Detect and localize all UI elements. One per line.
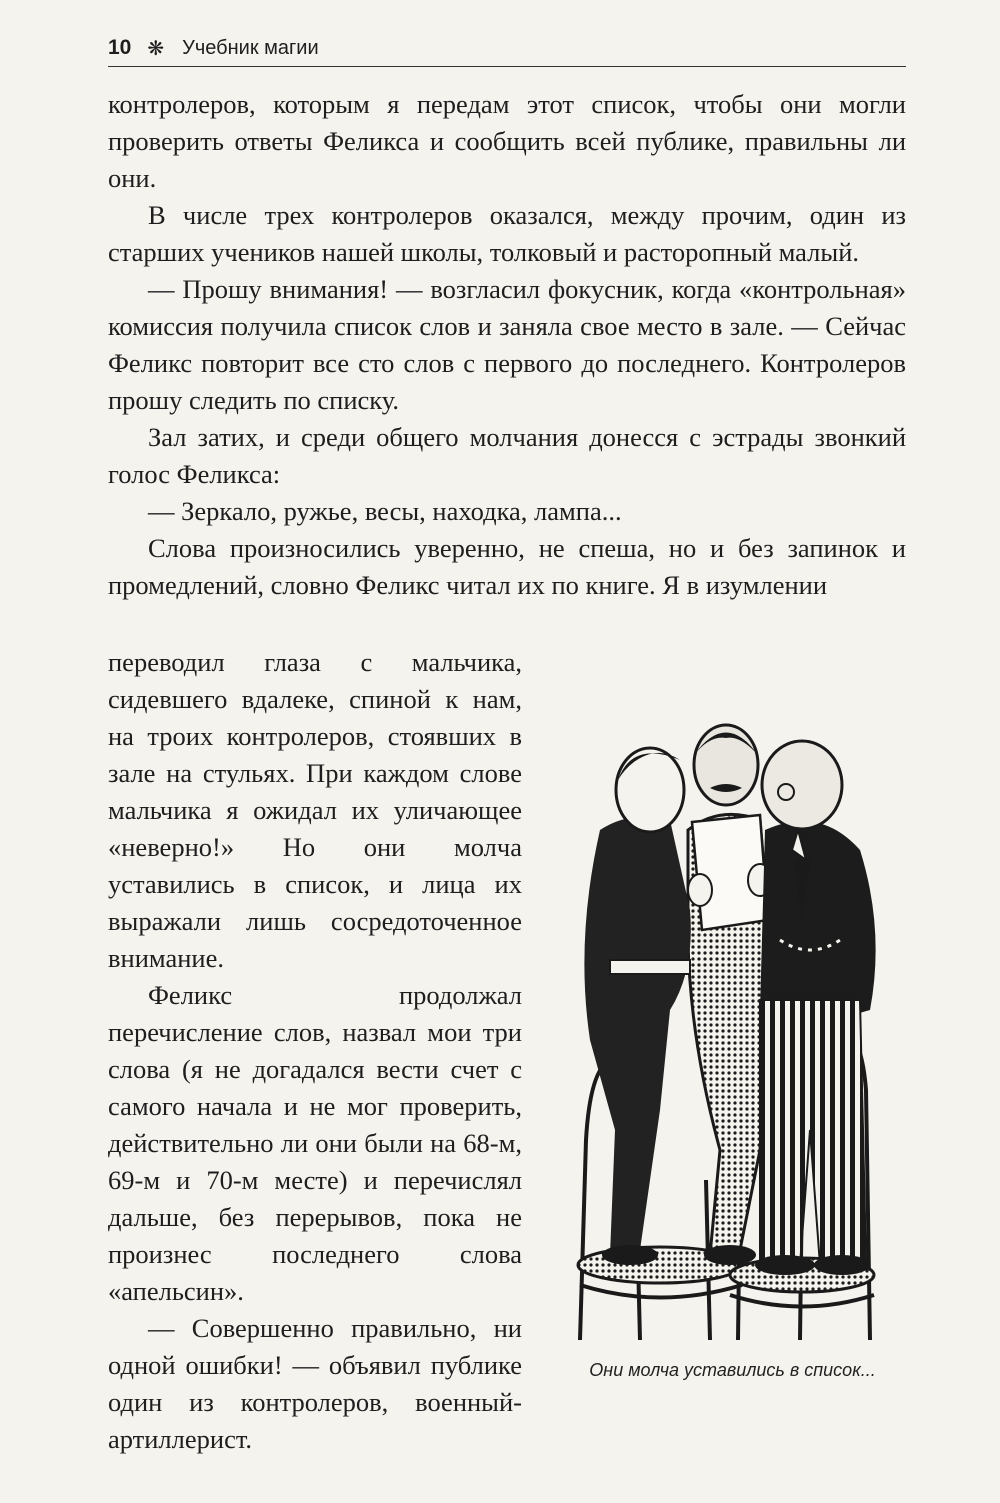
illustration-caption: Они молча уставились в список... (589, 1360, 876, 1380)
figure-left-head (616, 748, 684, 832)
paragraph: Слова произносились уверенно, не спеша, но и без запинок и промедлений, словно Феликс читал их по книге. Я в изумлении (108, 533, 906, 600)
figure-right-body (760, 821, 876, 1030)
figure-left-body (584, 817, 690, 1255)
paragraph: Феликс продолжал перечисление слов, назвал мои три слова (я не догадался вести счет с самого начала и не мог проверить, действительно ли они были на 68-м, 69-м и 70-м месте) и перечислял дальше, без перерывов, пока не произнес последнего слова «апельсин». (108, 980, 522, 1306)
running-title: Учебник магии (182, 36, 319, 59)
ornament-icon: ❋ (147, 37, 165, 60)
page-number: 10 (108, 36, 132, 59)
figure-right-legs (760, 1000, 866, 1265)
main-text (108, 86, 906, 604)
paragraph: — Зеркало, ружье, весы, находка, лампа... (148, 496, 622, 526)
three-men-reading-list-illustration (570, 710, 892, 1350)
figure-right-head (762, 741, 842, 829)
paragraph: контролеров, которым я передам этот список, чтобы они могли проверить ответы Феликса и сообщить всей публике, правильны ли они. (108, 89, 906, 193)
running-header (108, 30, 906, 67)
paragraph: — Совершенно правильно, ни одной ошибки! — объявил публике один из контролеров, военный-артиллерист. (108, 1313, 522, 1454)
text-column (108, 644, 522, 1458)
paragraph: В числе трех контролеров оказался, между прочим, один из старших учеников нашей школы, толковый и расторопный малый. (108, 200, 906, 267)
paragraph: переводил глаза с мальчика, сидевшего вдалеке, спиной к нам, на троих контролеров, стоявших в зале на стульях. При каждом слове мальчика я ожидал их уличающее «неверно!» Но они молча уставились в список, и лица их выражали лишь сосредоточенное внимание. (108, 647, 522, 973)
paragraph: — Прошу внимания! — возгласил фокусник, когда «контрольная» комиссия получила список слов и заняла свое место в зале. — Сейчас Феликс повторит все сто слов с первого до последнего. Контролеров прошу следить по списку. (108, 274, 906, 415)
paragraph: Зал затих, и среди общего молчания донесся с эстрады звонкий голос Феликса: (108, 422, 906, 489)
